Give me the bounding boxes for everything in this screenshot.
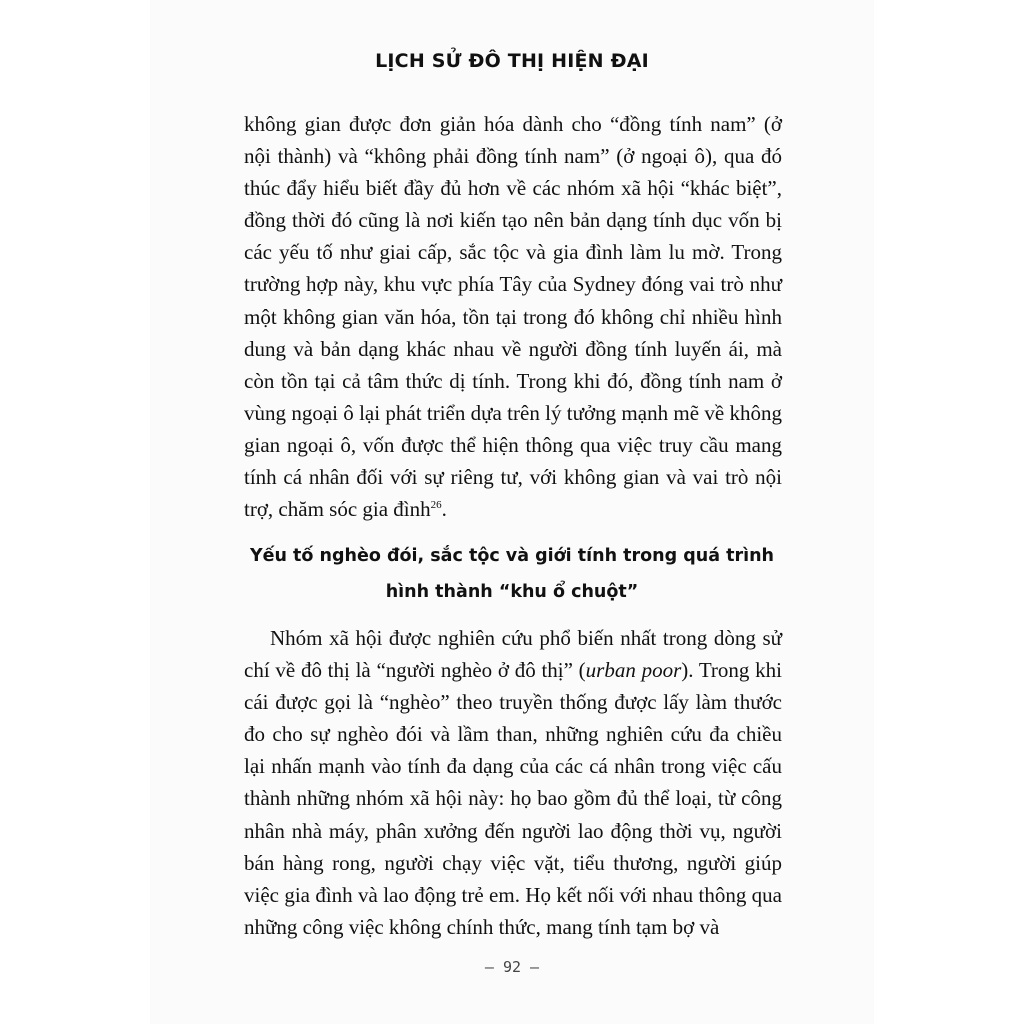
page-number: – 92 – bbox=[484, 958, 540, 976]
body-paragraph-1 bbox=[244, 108, 782, 525]
book-page bbox=[150, 0, 874, 1024]
paragraph-2-text-before: Nhóm xã hội được nghiên cứu phổ biến nhất trong dòng sử chí về đô thị là “người nghèo ở đô thị” ( bbox=[244, 626, 782, 683]
section-heading-line-2: hình thành “khu ổ chuột” bbox=[385, 582, 639, 602]
paragraph-2-text-after: ). Trong khi cái được gọi là “nghèo” theo truyền thống được lấy làm thước đo cho sự nghèo đói và lầm than, những nghiên cứu đa chiều lại nhấn mạnh vào tính đa dạng của các cá nhân trong việc cấu thành những nhóm xã hội này: họ bao gồm đủ thể loại, từ công nhân nhà máy, phân xưởng đến người lao động thời vụ, người bán hàng rong, người chạy việc vặt, tiểu thương, người giúp việc gia đình và lao động trẻ em. Họ kết nối với nhau thông qua những công việc không chính thức, mang tính tạm bợ và bbox=[244, 658, 782, 939]
paragraph-2-italic-term: urban poor bbox=[585, 658, 682, 683]
paragraph-1-text: không gian được đơn giản hóa dành cho “đồng tính nam” (ở nội thành) và “không phải đồng tính nam” (ở ngoại ô), qua đó thúc đẩy hiểu biết đầy đủ hơn về các nhóm xã hội “khác biệt”, đồng thời đó cũng là nơi kiến tạo nên bản dạng tính dục vốn bị các yếu tố như giai cấp, sắc tộc và gia đình làm lu mờ. Trong trường hợp này, khu vực phía Tây của Sydney đóng vai trò như một không gian văn hóa, tồn tại trong đó không chỉ nhiều hình dung và bản dạng khác nhau về người đồng tính luyến ái, mà còn tồn tại cả tâm thức dị tính. Trong khi đó, đồng tính nam ở vùng ngoại ô lại phát triển dựa trên lý tưởng mạnh mẽ về không gian ngoại ô, vốn được thể hiện thông qua việc truy cầu mang tính cá nhân đối với sự riêng tư, với không gian và vai trò nội trợ, chăm sóc gia đình bbox=[244, 112, 782, 522]
running-header-title: LỊCH SỬ ĐÔ THỊ HIỆN ĐẠI bbox=[375, 50, 649, 72]
paragraph-1-end: . bbox=[441, 497, 447, 522]
body-paragraph-2 bbox=[244, 622, 782, 943]
footnote-reference: 26 bbox=[430, 499, 442, 512]
section-heading-line-1: Yếu tố nghèo đói, sắc tộc và giới tính trong quá trình bbox=[249, 546, 775, 566]
